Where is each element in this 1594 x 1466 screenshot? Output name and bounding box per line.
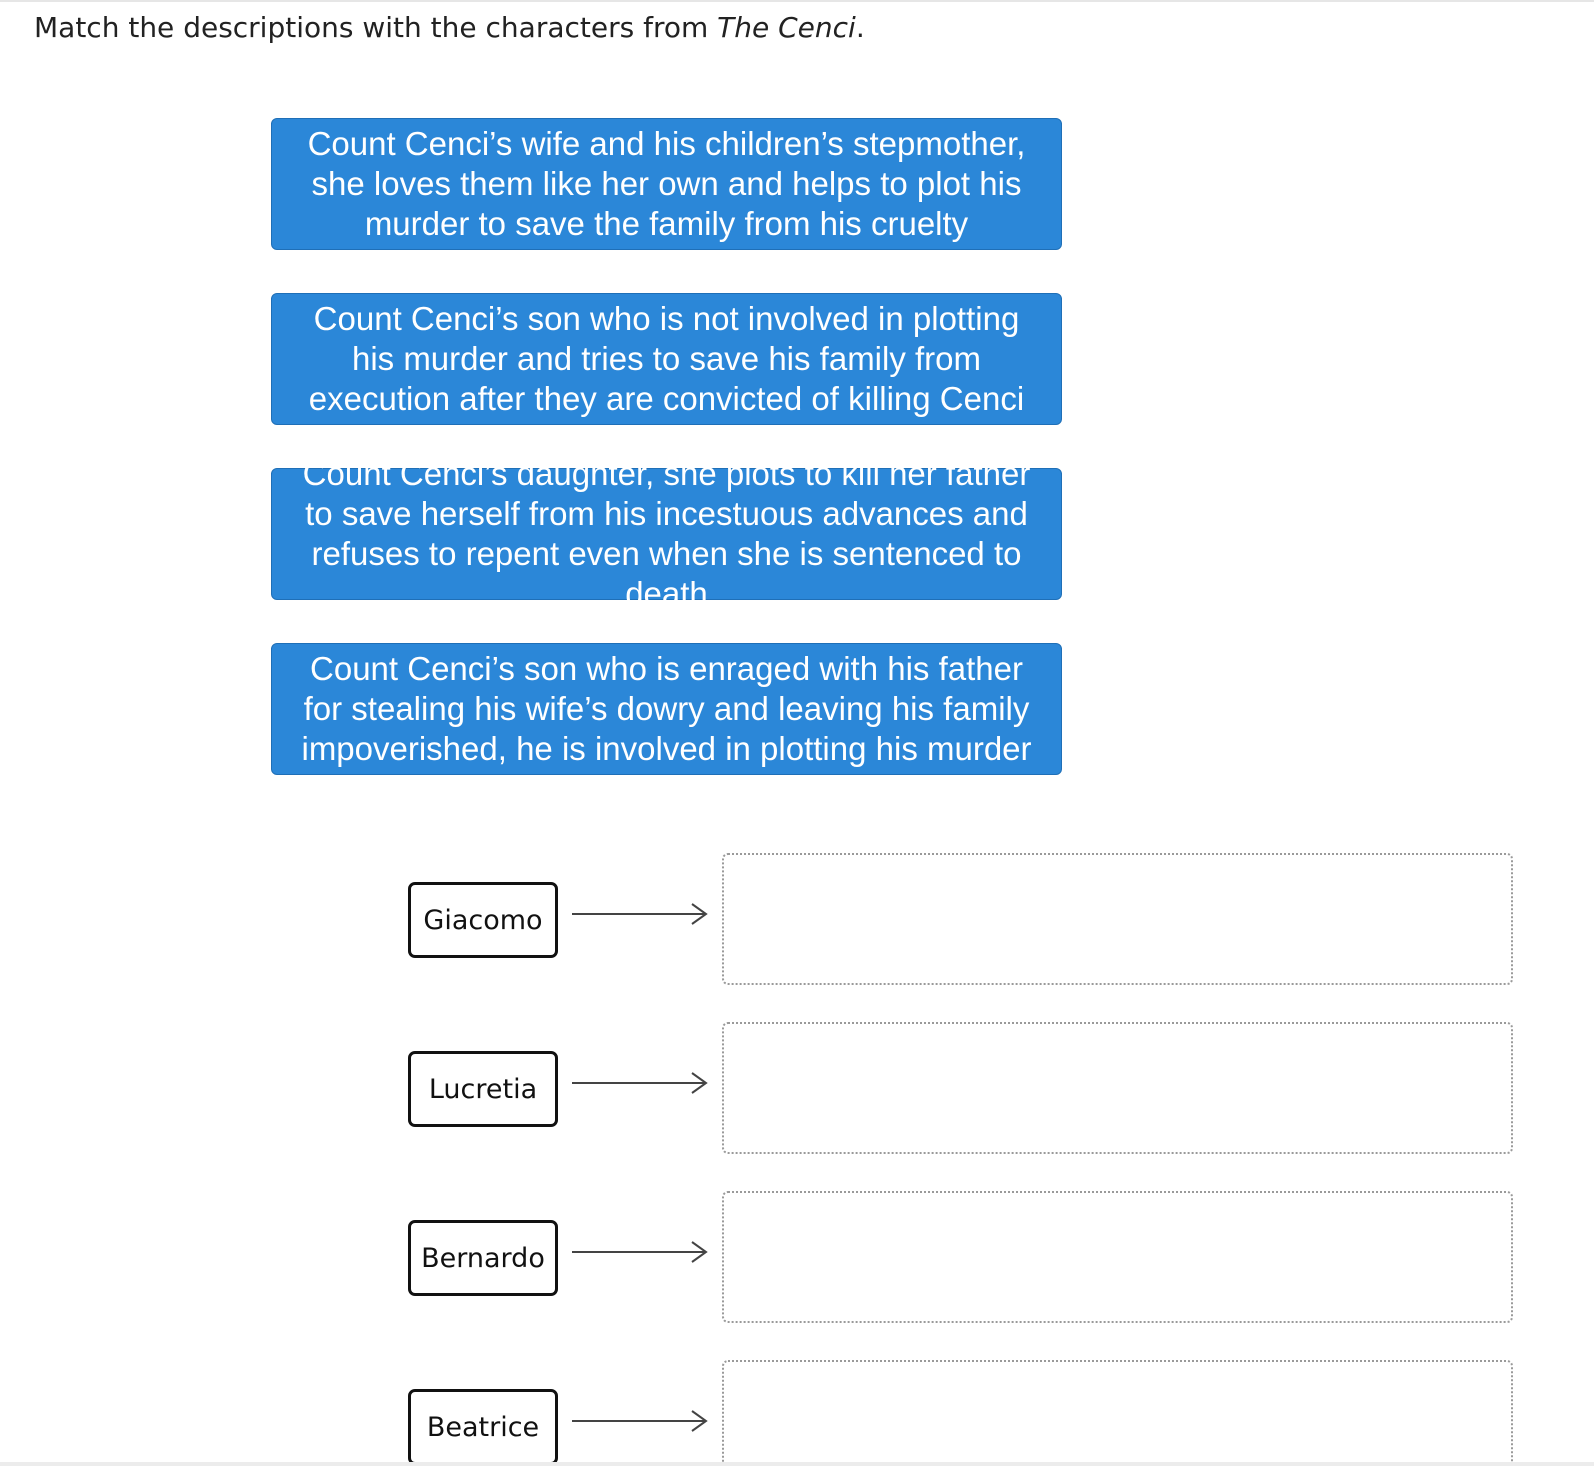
description-card-bernardo-clue[interactable]: [271, 293, 1062, 425]
prompt-text: Match the descriptions with the characters from: [34, 11, 718, 44]
prompt-suffix: .: [855, 11, 865, 44]
description-card-giacomo-clue[interactable]: [271, 643, 1062, 775]
character-label-giacomo: [408, 882, 558, 958]
description-card-beatrice-clue[interactable]: [271, 455, 1062, 612]
character-label-beatrice: [408, 1389, 558, 1465]
prompt-work-title: The Cenci: [717, 11, 856, 44]
right-arrow-icon: [570, 901, 710, 927]
description-line: she loves them like her own and helps to plot his: [311, 165, 1022, 202]
description-line: Count Cenci’s daughter, she plots to kill her father: [302, 455, 1031, 492]
character-name: Giacomo: [423, 904, 543, 936]
description-line: Count Cenci’s son who is not involved in plotting: [313, 300, 1020, 337]
description-line: for stealing his wife’s dowry and leaving his family: [303, 690, 1030, 727]
description-line: Count Cenci’s son who is enraged with his father: [310, 650, 1023, 687]
character-name: Lucretia: [428, 1073, 538, 1105]
right-arrow-icon: [570, 1239, 710, 1265]
character-label-lucretia: [408, 1051, 558, 1127]
drop-zone-bernardo[interactable]: [722, 1191, 1513, 1323]
right-arrow-icon: [570, 1070, 710, 1096]
description-line: impoverished, he is involved in plotting his murder: [301, 730, 1032, 767]
description-line: murder to save the family from his cruelty: [364, 205, 969, 242]
description-line: refuses to repent even when she is sentenced to death: [311, 535, 1022, 612]
drop-zone-giacomo[interactable]: [722, 853, 1513, 985]
description-line: his murder and tries to save his family from: [351, 340, 982, 377]
character-name: Bernardo: [421, 1242, 545, 1274]
drop-zone-beatrice[interactable]: [722, 1360, 1513, 1462]
top-divider: [0, 0, 1594, 2]
character-name: Beatrice: [426, 1411, 540, 1443]
character-label-bernardo: [408, 1220, 558, 1296]
question-prompt: [34, 10, 865, 46]
right-arrow-icon: [570, 1408, 710, 1434]
description-line: to save herself from his incestuous advances and: [305, 495, 1028, 532]
description-line: execution after they are convicted of killing Cenci: [308, 380, 1025, 417]
description-card-lucretia-clue[interactable]: [271, 118, 1062, 250]
drop-zone-lucretia[interactable]: [722, 1022, 1513, 1154]
description-line: Count Cenci’s wife and his children’s stepmother,: [307, 125, 1026, 162]
bottom-divider: [0, 1462, 1594, 1466]
